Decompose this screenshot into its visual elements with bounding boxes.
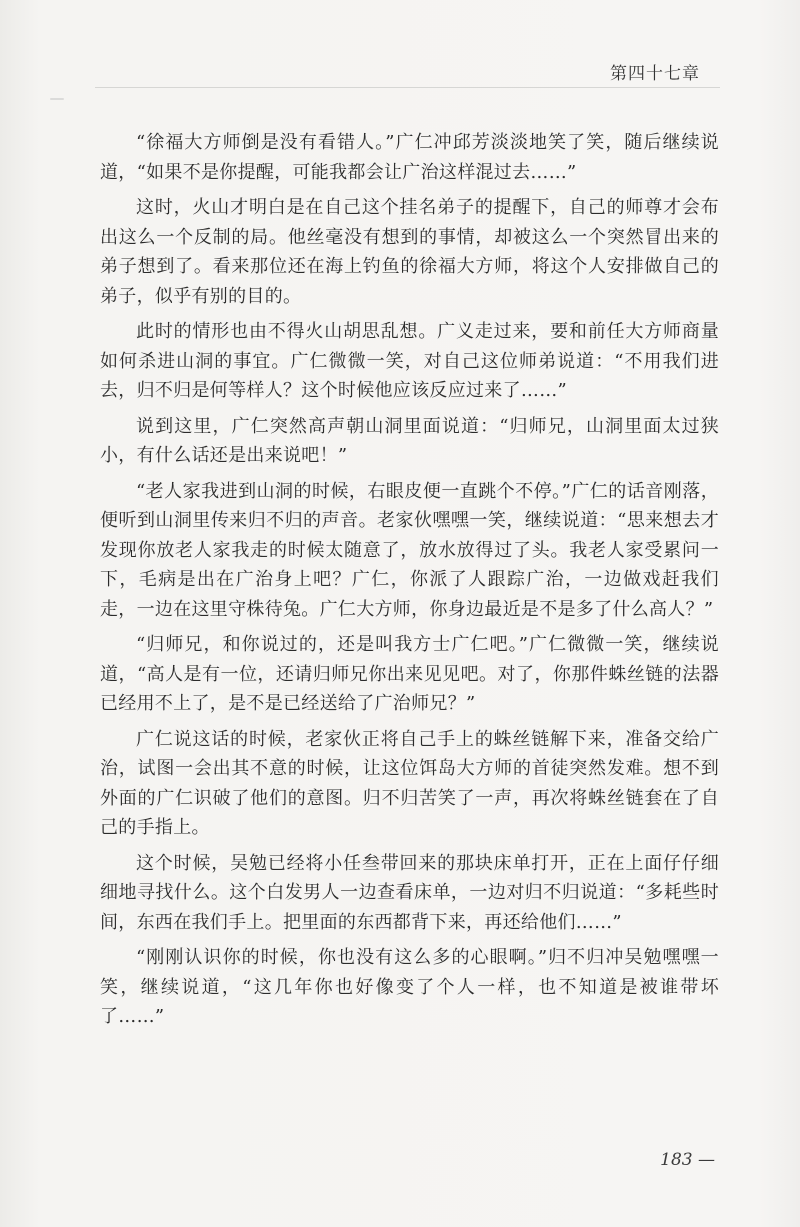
paragraph: 这个时候，吴勉已经将小任叁带回来的那块床单打开，正在上面仔仔细细地寻找什么。这个白发男人一边查看床单，一边对归不归说道：“多耗些时间，东西在我们手上。把里面的东西都背下来，再还给他们……” bbox=[100, 852, 719, 933]
paragraph: 这时，火山才明白是在自己这个挂名弟子的提醒下，自己的师尊才会布出这么一个反制的局。他丝毫没有想到的事情，却被这么一个突然冒出来的弟子想到了。看来那位还在海上钓鱼的徐福大方师，将这个人安排做自己的弟子，似乎有别的目的。 bbox=[100, 197, 719, 307]
paragraph: “老人家我进到山洞的时候，右眼皮便一直跳个不停。”广仁的话音刚落，便听到山洞里传来归不归的声音。老家伙嘿嘿一笑，继续说道：“思来想去才发现你放老人家我走的时候太随意了，放水放得过了头。我老人家受累问一下，毛病是出在广治身上吧？广仁，你派了人跟踪广治，一边做戏赶我们走，一边在这里守株待兔。广仁大方师，你身边最近是不是多了什么高人？” bbox=[100, 480, 719, 620]
header-divider bbox=[95, 87, 720, 88]
paragraph: 广仁说这话的时候，老家伙正将自己手上的蛛丝链解下来，准备交给广治，试图一会出其不意的时候，让这位饵岛大方师的首徒突然发难。想不到外面的广仁识破了他们的意图。归不归苦笑了一声，再次将蛛丝链套在了自己的手指上。 bbox=[100, 728, 719, 838]
page-number: 183 — bbox=[660, 1150, 715, 1170]
paragraph: 说到这里，广仁突然高声朝山洞里面说道：“归师兄，山洞里面太过狭小，有什么话还是出来说吧！” bbox=[100, 415, 719, 466]
paragraph: 此时的情形也由不得火山胡思乱想。广义走过来，要和前任大方师商量如何杀进山洞的事宜。广仁微微一笑，对自己这位师弟说道：“不用我们进去，归不归是何等样人？这个时候他应该反应过来了……” bbox=[100, 321, 719, 401]
paragraph: “归师兄，和你说过的，还是叫我方士广仁吧。”广仁微微一笑，继续说道，“高人是有一位，还请归师兄你出来见见吧。对了，你那件蛛丝链的法器已经用不上了，是不是已经送给了广治师兄？” bbox=[100, 634, 719, 714]
chapter-heading: 第四十七章 bbox=[610, 64, 700, 84]
body-text bbox=[100, 128, 719, 1038]
paragraph: “徐福大方师倒是没有看错人。”广仁冲邱芳淡淡地笑了笑，随后继续说道，“如果不是你提醒，可能我都会让广治这样混过去……” bbox=[100, 132, 719, 183]
scan-artifact bbox=[50, 98, 64, 100]
paragraph: “刚刚认识你的时候，你也没有这么多的心眼啊。”归不归冲吴勉嘿嘿一笑，继续说道，“这几年你也好像变了个人一样，也不知道是被谁带坏了……” bbox=[100, 947, 719, 1027]
